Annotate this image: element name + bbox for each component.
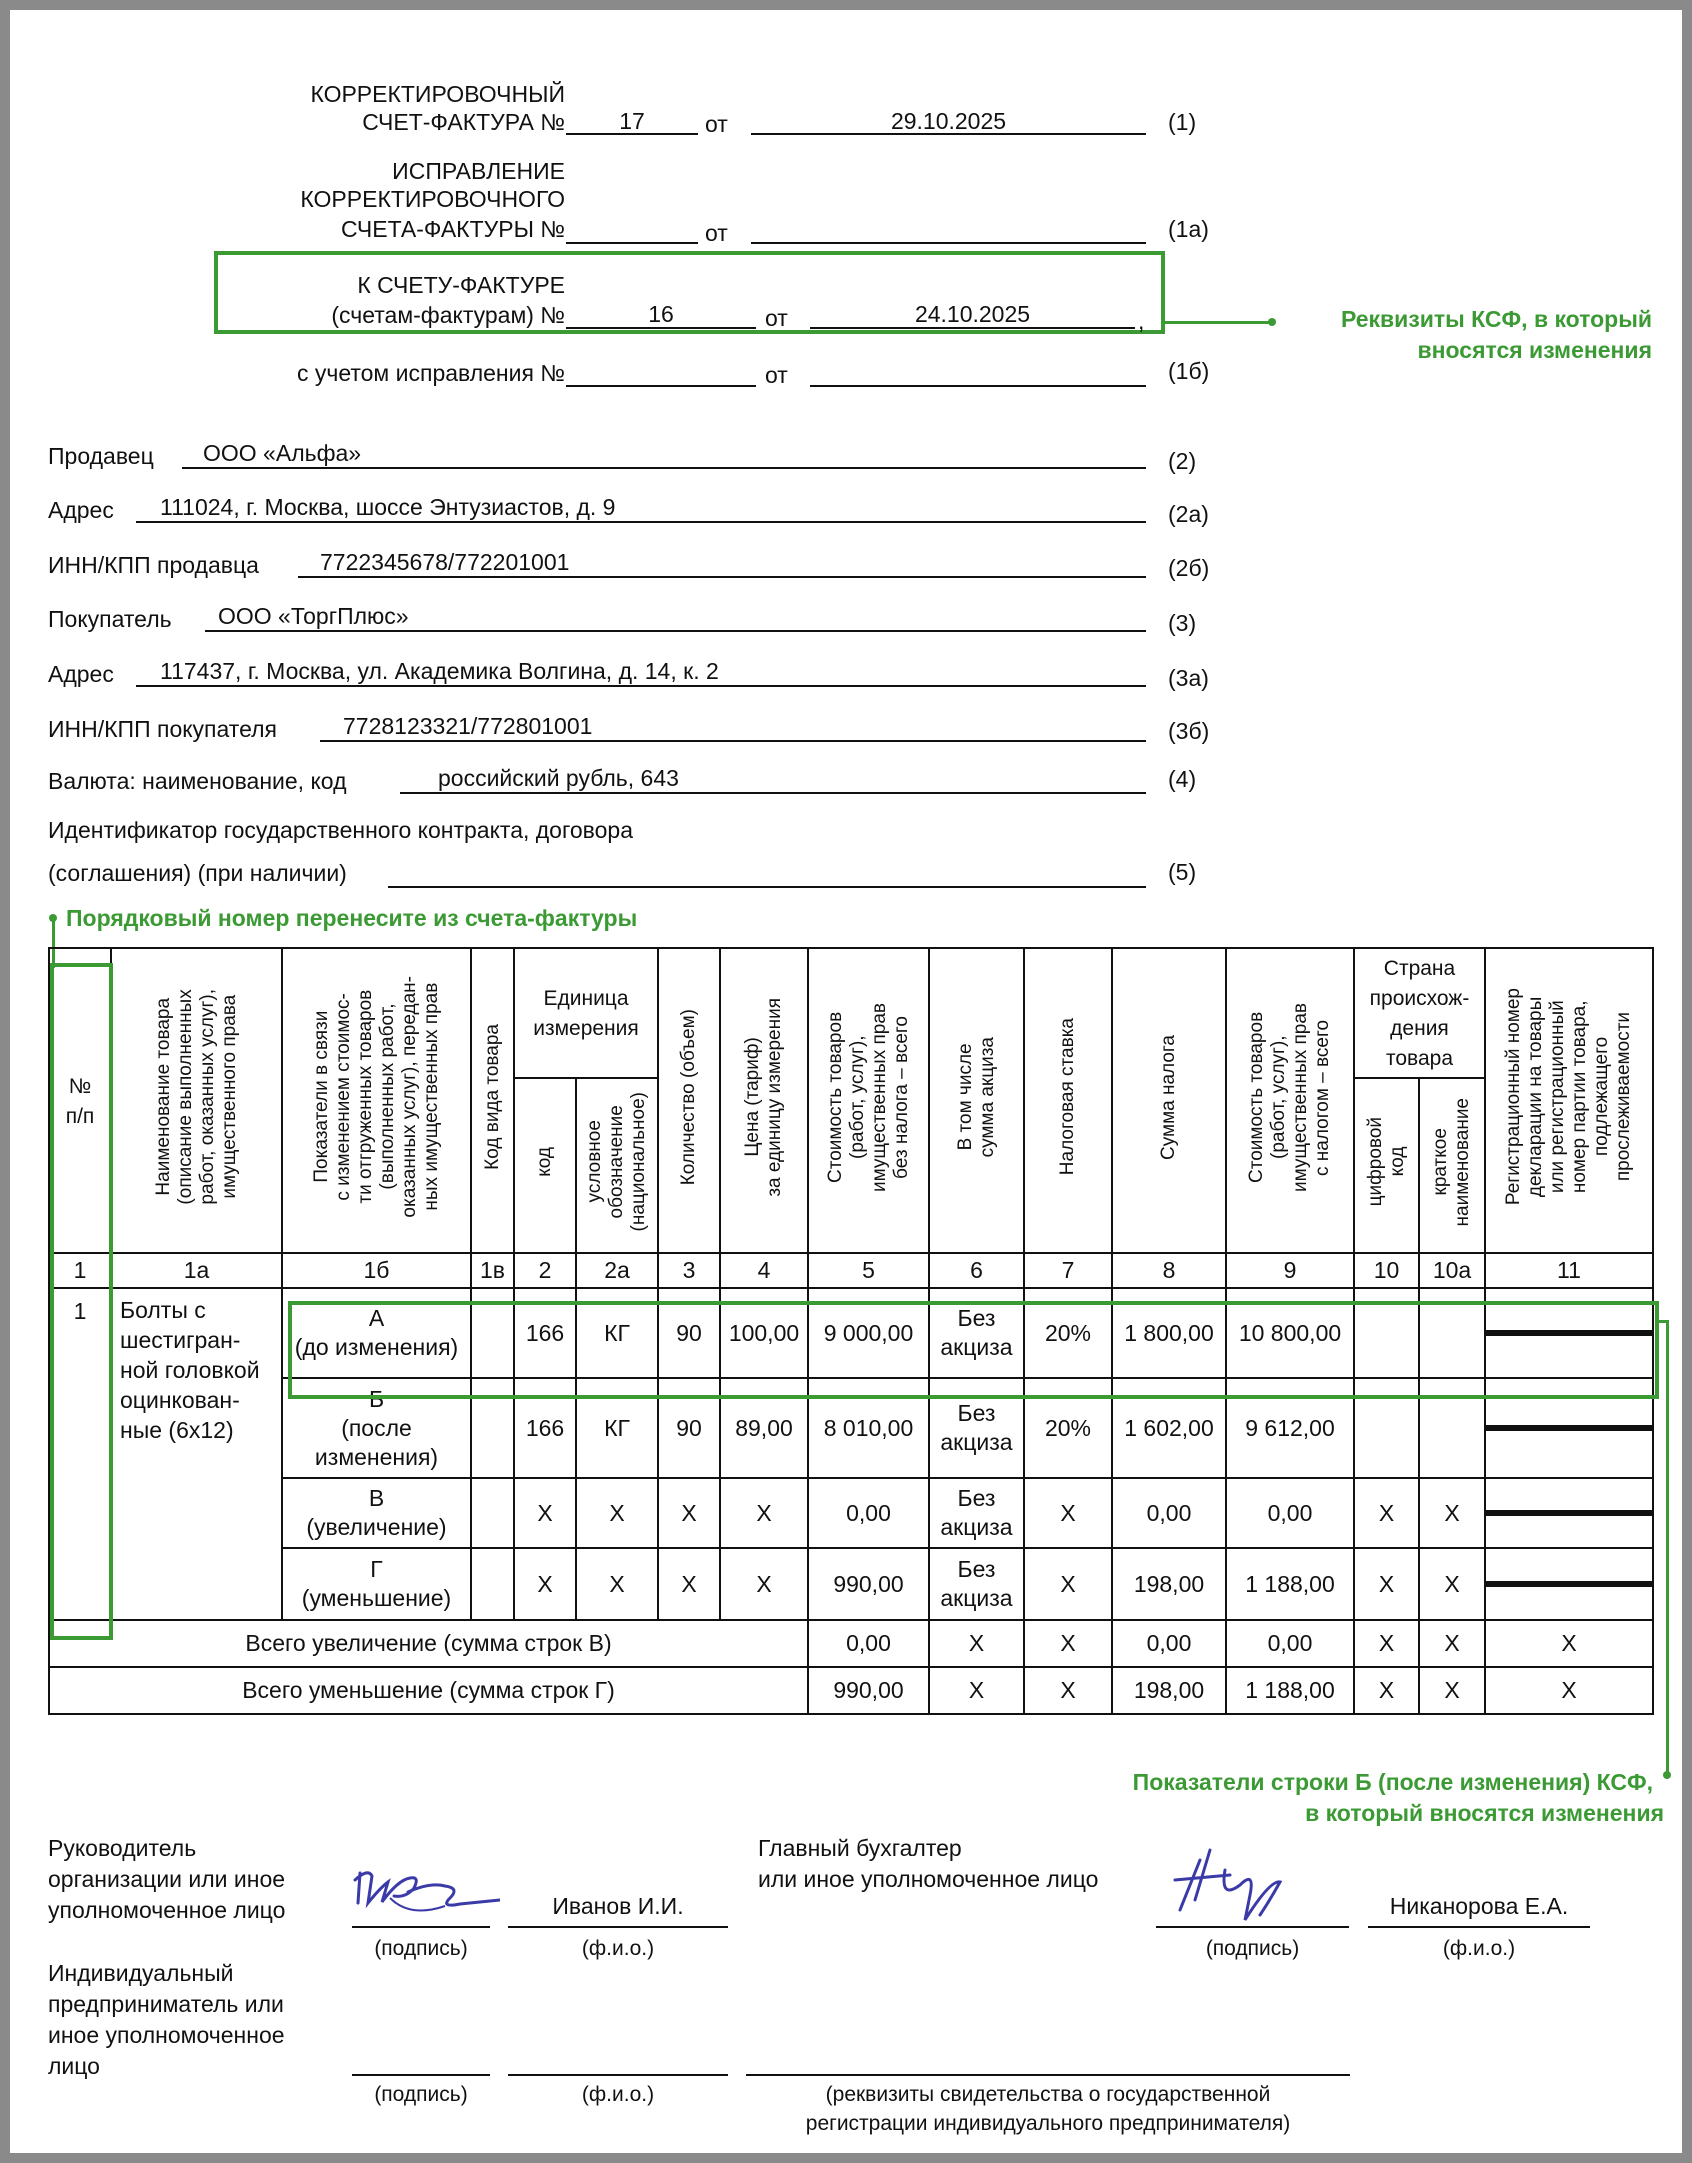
item-number: 1 [49, 1288, 111, 1620]
header-tax: Сумма налога [1112, 948, 1226, 1253]
row-unit-name: Х [576, 1478, 658, 1548]
row-unit-code: Х [514, 1478, 576, 1548]
fix-label-2: КОРРЕКТИРОВОЧНОГО [300, 186, 565, 212]
fix-from: от [705, 220, 728, 246]
header-unit-code: код [514, 1078, 576, 1253]
header-excise: В том числе сумма акциза [929, 948, 1024, 1253]
header-price: Цена (тариф) за единицу измерения [720, 948, 808, 1253]
total-excise: Х [929, 1667, 1024, 1714]
row-cost: 990,00 [808, 1548, 929, 1620]
corr-invoice-code: (1) [1168, 109, 1197, 135]
head-name-line [508, 1926, 728, 1928]
head-signature-line [352, 1926, 490, 1928]
fix-code: (1а) [1168, 216, 1209, 242]
head-label: Руководитель организации или иное уполномоченное лицо [48, 1835, 286, 1923]
row-cost-tax: 9 612,00 [1226, 1378, 1354, 1478]
row-indicator: А (до изменения) [282, 1288, 471, 1378]
corr-invoice-label-1: КОРРЕКТИРОВОЧНЫЙ [310, 81, 565, 107]
to-invoice-label-2: (счетам-фактурам) № [331, 302, 565, 328]
total-reg: Х [1485, 1667, 1653, 1714]
with-fix-code: (1б) [1168, 358, 1210, 384]
total-country-code: Х [1354, 1620, 1419, 1667]
row-excise: Без акциза [929, 1288, 1024, 1378]
order-number-note: Порядковый номер перенесите из счета-фактуры [66, 905, 638, 931]
currency-value: российский рубль, 643 [438, 765, 679, 791]
head-name: Иванов И.И. [552, 1893, 684, 1919]
buyer-inn-label: ИНН/КПП покупателя [48, 716, 277, 742]
buyer-label: Покупатель [48, 606, 172, 632]
row-indicator: В (увеличение) [282, 1478, 471, 1548]
ksf-details-note-1: Реквизиты КСФ, в который [1340, 306, 1652, 332]
contract-code: (5) [1168, 859, 1197, 885]
colnum: 10 [1354, 1253, 1419, 1288]
row-country-code: Х [1354, 1548, 1419, 1620]
row-unit-code: 166 [514, 1288, 576, 1378]
total-cost-tax: 1 188,00 [1226, 1667, 1354, 1714]
header-country-name: краткое наименование [1419, 1078, 1485, 1253]
row-cost-tax: 0,00 [1226, 1478, 1354, 1548]
total-cost-tax: 0,00 [1226, 1620, 1354, 1667]
row-tax: 1 602,00 [1112, 1378, 1226, 1478]
seller-value: ООО «Альфа» [203, 440, 362, 466]
row-country-code: Х [1354, 1478, 1419, 1548]
table-row-v [49, 1478, 1653, 1548]
seller-label: Продавец [48, 443, 154, 469]
row-rate: Х [1024, 1548, 1112, 1620]
header-reg: Регистрационный номер декларации на товары или регистрационный номер партии товара, подлежащего прослеживаемости [1485, 948, 1653, 1253]
header-country-code: цифровой код [1354, 1078, 1419, 1253]
accountant-name: Никанорова Е.А. [1389, 1893, 1569, 1919]
row-tax: 198,00 [1112, 1548, 1226, 1620]
colnum: 2а [576, 1253, 658, 1288]
item-name: Болты с шестигран- ной головкой оцинкован- ные (6х12) [111, 1288, 282, 1620]
header-cost: Стоимость товаров (работ, услуг), имущественных прав без налога – всего [808, 948, 929, 1253]
total-country-name: Х [1419, 1620, 1485, 1667]
total-cost: 990,00 [808, 1667, 929, 1714]
header-unit-name: условное обозначение (национальное) [576, 1078, 658, 1253]
seller-inn-value: 7722345678/772201001 [320, 549, 570, 575]
ip-name-caption: (ф.и.о.) [581, 2083, 655, 2106]
with-fix-date-line [810, 385, 1146, 387]
to-invoice-number: 16 [648, 301, 674, 327]
colnum: 1в [471, 1253, 514, 1288]
total-country-name: Х [1419, 1667, 1485, 1714]
header-cost-tax: Стоимость товаров (работ, услуг), имущественных прав с налогом – всего [1226, 948, 1354, 1253]
header-name: Наименование товара (описание выполненных работ, оказанных услуг), имущественного права [111, 948, 282, 1253]
colnum: 10а [1419, 1253, 1485, 1288]
header-country: Страна происхож- дения товара [1354, 948, 1485, 1078]
row-unit-name: КГ [576, 1288, 658, 1378]
accountant-label: Главный бухгалтер или иное уполномоченное лицо [758, 1835, 1099, 1892]
row-b-note-2: в который вносятся изменения [1305, 1800, 1664, 1826]
table-row-g [49, 1548, 1653, 1620]
buyer-address-code: (3а) [1168, 665, 1209, 691]
total-decrease-label: Всего уменьшение (сумма строк Г) [49, 1667, 808, 1714]
accountant-name-caption: (ф.и.о.) [1442, 1937, 1516, 1960]
invoice-page [10, 10, 1682, 2153]
row-b-dot [1663, 1771, 1671, 1779]
ip-label: Индивидуальный предприниматель или иное уполномоченное лицо [48, 1960, 285, 2079]
row-unit-code: 166 [514, 1378, 576, 1478]
seller-address-code: (2а) [1168, 501, 1209, 527]
row-rate: Х [1024, 1478, 1112, 1548]
buyer-inn-value: 7728123321/772801001 [343, 713, 593, 739]
row-cost-tax: 1 188,00 [1226, 1548, 1354, 1620]
row-cost: 8 010,00 [808, 1378, 929, 1478]
total-cost: 0,00 [808, 1620, 929, 1667]
contract-label-1: Идентификатор государственного контракта, договора [48, 817, 633, 843]
row-reg [1485, 1548, 1653, 1620]
head-signature-image [350, 1858, 500, 1928]
order-number-highlight [50, 963, 113, 1640]
total-tax: 198,00 [1112, 1667, 1226, 1714]
row-unit-name: КГ [576, 1378, 658, 1478]
fix-number-line [566, 242, 698, 244]
row-price: Х [720, 1478, 808, 1548]
row-b-note-1: Показатели строки Б (после изменения) КСФ, [1132, 1769, 1653, 1795]
total-reg: Х [1485, 1620, 1653, 1667]
row-cost-tax: 10 800,00 [1226, 1288, 1354, 1378]
row-excise: Без акциза [929, 1478, 1024, 1548]
to-invoice-comma: , [1138, 308, 1145, 334]
row-qty: 90 [658, 1288, 720, 1378]
contract-line [388, 886, 1146, 888]
corr-invoice-label-2: СЧЕТ-ФАКТУРА № [362, 109, 565, 135]
row-unit-name: Х [576, 1548, 658, 1620]
colnum: 3 [658, 1253, 720, 1288]
colnum: 11 [1485, 1253, 1653, 1288]
header-indicators: Показатели в связи с изменением стоимос- ти отгруженных товаров (выполненных работ, оказанных услуг), передан- ных имущественных прав [282, 948, 471, 1253]
corr-invoice-date: 29.10.2025 [890, 108, 1007, 134]
header-rate: Налоговая ставка [1024, 948, 1112, 1253]
fix-label-1: ИСПРАВЛЕНИЕ [392, 158, 565, 184]
buyer-address-label: Адрес [48, 661, 114, 687]
row-unit-code: Х [514, 1548, 576, 1620]
accountant-name-line [1368, 1926, 1590, 1928]
fix-date-line [751, 242, 1146, 244]
currency-code: (4) [1168, 766, 1197, 792]
with-fix-from: от [765, 362, 788, 388]
header-type-code: Код вида товара [471, 948, 514, 1253]
ksf-details-note-2: вносятся изменения [1417, 337, 1652, 363]
row-qty: Х [658, 1478, 720, 1548]
header-qty: Количество (объем) [658, 948, 720, 1253]
colnum: 5 [808, 1253, 929, 1288]
row-rate: 20% [1024, 1288, 1112, 1378]
seller-address-value: 111024, г. Москва, шоссе Энтузиастов, д. 9 [160, 494, 616, 520]
row-cost: 0,00 [808, 1478, 929, 1548]
head-signature-caption: (подпись) [374, 1937, 468, 1960]
row-price: 100,00 [720, 1288, 808, 1378]
row-type-code [471, 1548, 514, 1620]
row-cost: 9 000,00 [808, 1288, 929, 1378]
with-fix-number-line [566, 385, 756, 387]
row-reg [1485, 1478, 1653, 1548]
total-increase-row [49, 1620, 1653, 1667]
total-rate: Х [1024, 1620, 1112, 1667]
colnum: 4 [720, 1253, 808, 1288]
header-unit: Единица измерения [514, 948, 658, 1078]
buyer-value: ООО «ТоргПлюс» [218, 603, 409, 629]
row-indicator: Г (уменьшение) [282, 1548, 471, 1620]
column-numbers-row [49, 1253, 1653, 1288]
buyer-code: (3) [1168, 610, 1197, 636]
seller-inn-label: ИНН/КПП продавца [48, 552, 259, 578]
row-qty: 90 [658, 1378, 720, 1478]
accountant-signature-line [1156, 1926, 1349, 1928]
colnum: 8 [1112, 1253, 1226, 1288]
accountant-signature-image [1170, 1840, 1310, 1930]
row-country-name: Х [1419, 1478, 1485, 1548]
buyer-address-value: 117437, г. Москва, ул. Академика Волгина, д. 14, к. 2 [160, 658, 719, 684]
accountant-signature-caption: (подпись) [1205, 1937, 1300, 1960]
with-fix-label: с учетом исправления № [296, 360, 565, 386]
row-excise: Без акциза [929, 1548, 1024, 1620]
head-name-caption: (ф.и.о.) [581, 1937, 655, 1960]
row-tax: 0,00 [1112, 1478, 1226, 1548]
colnum: 9 [1226, 1253, 1354, 1288]
row-tax: 1 800,00 [1112, 1288, 1226, 1378]
row-price: Х [720, 1548, 808, 1620]
seller-inn-code: (2б) [1168, 555, 1210, 581]
row-price: 89,00 [720, 1378, 808, 1478]
row-excise: Без акциза [929, 1378, 1024, 1478]
row-b-connector-v [1666, 1320, 1669, 1775]
corr-invoice-from: от [705, 111, 728, 137]
colnum: 1 [49, 1253, 111, 1288]
seller-code: (2) [1168, 448, 1197, 474]
colnum: 7 [1024, 1253, 1112, 1288]
buyer-inn-code: (3б) [1168, 718, 1210, 744]
to-invoice-date: 24.10.2025 [914, 301, 1031, 327]
colnum: 1а [111, 1253, 282, 1288]
colnum: 6 [929, 1253, 1024, 1288]
total-rate: Х [1024, 1667, 1112, 1714]
ip-name-line [508, 2074, 728, 2076]
header-num: № п/п [49, 948, 111, 1253]
row-rate: 20% [1024, 1378, 1112, 1478]
row-type-code [471, 1478, 514, 1548]
row-a-highlight [288, 1301, 1659, 1399]
seller-address-label: Адрес [48, 497, 114, 523]
ip-reg-caption: (реквизиты свидетельства о государственной регистрации индивидуального предпринимателя) [805, 2083, 1291, 2135]
total-excise: Х [929, 1620, 1024, 1667]
currency-label: Валюта: наименование, код [48, 768, 347, 794]
total-decrease-row [49, 1667, 1653, 1714]
row-indicator: Б (после изменения) [282, 1378, 471, 1478]
ip-signature-caption: (подпись) [374, 2083, 468, 2106]
fix-label-3: СЧЕТА-ФАКТУРЫ № [341, 216, 565, 242]
total-tax: 0,00 [1112, 1620, 1226, 1667]
ip-signature-line [352, 2074, 490, 2076]
row-qty: Х [658, 1548, 720, 1620]
row-country-name: Х [1419, 1548, 1485, 1620]
to-invoice-from: от [765, 305, 788, 331]
colnum: 2 [514, 1253, 576, 1288]
total-increase-label: Всего увеличение (сумма строк В) [49, 1620, 808, 1667]
total-country-code: Х [1354, 1667, 1419, 1714]
corr-invoice-number: 17 [619, 108, 645, 134]
to-invoice-label-1: К СЧЕТУ-ФАКТУРЕ [357, 272, 565, 298]
contract-label-2: (соглашения) (при наличии) [48, 860, 347, 886]
colnum: 1б [282, 1253, 471, 1288]
ip-reg-line [746, 2074, 1350, 2076]
